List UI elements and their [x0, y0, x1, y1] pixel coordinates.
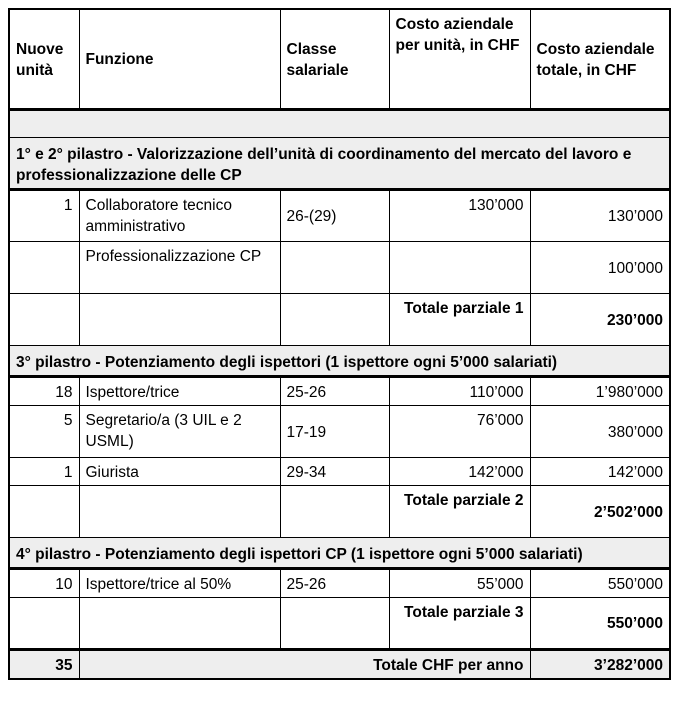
- table-row: [9, 241, 670, 293]
- cell-total: 100’000: [530, 241, 670, 293]
- grand-total-value: 3’282’000: [530, 649, 670, 679]
- table-row: [9, 568, 670, 597]
- table-row: [9, 457, 670, 485]
- grand-total-units: 35: [9, 649, 79, 679]
- cell-unit-cost: 142’000: [389, 457, 530, 485]
- header-cost-unit: Costo aziendale per unità, in CHF: [389, 9, 530, 109]
- subtotal-label: Totale parziale 2: [389, 485, 530, 537]
- subtotal-label: Totale parziale 3: [389, 597, 530, 649]
- cell-class: 25-26: [280, 568, 389, 597]
- cell-function: Segretario/a (3 UIL e 2 USML): [79, 405, 280, 457]
- cell-total: 1’980’000: [530, 376, 670, 405]
- cell-function: Professionalizzazione CP: [79, 241, 280, 293]
- header-units: Nuove unità: [9, 9, 79, 109]
- cell-function: Giurista: [79, 457, 280, 485]
- section-header: [9, 345, 670, 376]
- header-class: Classe salariale: [280, 9, 389, 109]
- table-row: [9, 376, 670, 405]
- cell-units: 1: [9, 457, 79, 485]
- cell-class: 26-(29): [280, 189, 389, 241]
- section-header: [9, 137, 670, 189]
- header-cost-total: Costo aziendale totale, in CHF: [530, 9, 670, 109]
- subtotal-label: Totale parziale 1: [389, 293, 530, 345]
- cell-function: Collaboratore tecnico amministrativo: [79, 189, 280, 241]
- spacer-row: [9, 109, 670, 137]
- header-row: [9, 9, 670, 109]
- cell-unit-cost: 110’000: [389, 376, 530, 405]
- subtotal-row: [9, 293, 670, 345]
- cell-class: 17-19: [280, 405, 389, 457]
- cell-units: 1: [9, 189, 79, 241]
- subtotal-value: 2’502’000: [530, 485, 670, 537]
- cell-unit-cost: 76’000: [389, 405, 530, 457]
- subtotal-row: [9, 597, 670, 649]
- cell-total: 130’000: [530, 189, 670, 241]
- cell-function: Ispettore/trice: [79, 376, 280, 405]
- cell-units: [9, 241, 79, 293]
- table-row: [9, 189, 670, 241]
- cell-unit-cost: 55’000: [389, 568, 530, 597]
- cost-table: [8, 8, 671, 680]
- cell-unit-cost: 130’000: [389, 189, 530, 241]
- cell-units: 18: [9, 376, 79, 405]
- subtotal-value: 230’000: [530, 293, 670, 345]
- table-row: [9, 405, 670, 457]
- cell-unit-cost: [389, 241, 530, 293]
- cell-units: 5: [9, 405, 79, 457]
- cell-total: 142’000: [530, 457, 670, 485]
- section-title: 1° e 2° pilastro - Valorizzazione dell’unità di coordinamento del mercato del lavoro e professionalizzazione delle CP: [9, 137, 670, 189]
- cell-class: 25-26: [280, 376, 389, 405]
- cell-class: [280, 241, 389, 293]
- cell-total: 550’000: [530, 568, 670, 597]
- section-title: 4° pilastro - Potenziamento degli ispettori CP (1 ispettore ogni 5’000 salariati): [9, 537, 670, 568]
- grand-total-label: Totale CHF per anno: [79, 649, 530, 679]
- cell-total: 380’000: [530, 405, 670, 457]
- section-header: [9, 537, 670, 568]
- subtotal-row: [9, 485, 670, 537]
- cell-class: 29-34: [280, 457, 389, 485]
- subtotal-value: 550’000: [530, 597, 670, 649]
- section-title: 3° pilastro - Potenziamento degli ispettori (1 ispettore ogni 5’000 salariati): [9, 345, 670, 376]
- cell-function: Ispettore/trice al 50%: [79, 568, 280, 597]
- cell-units: 10: [9, 568, 79, 597]
- grand-total-row: [9, 649, 670, 679]
- header-function: Funzione: [79, 9, 280, 109]
